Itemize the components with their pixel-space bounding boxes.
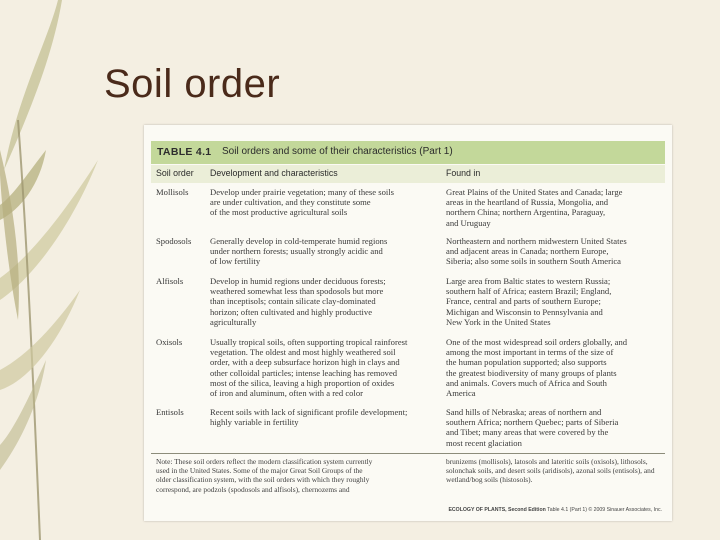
table-credit [448,507,662,513]
column-header-found-in: Found in [446,168,481,178]
row-soil-order: Alfisols [156,276,184,286]
row-found-in: Northeastern and northern midwestern United States and adjacent areas in Canada; northern Europe, Siberia; also some soils in southern South America [446,236,627,267]
slide-title: Soil order [104,62,281,106]
column-header-soil-order: Soil order [156,168,194,178]
row-found-in: One of the most widespread soil orders globally, and among the most important in terms of the size of the human population supported; also supports the greatest biodiversity of many groups of plants and animals. Covers much of Africa and South America [446,337,628,399]
column-header-development: Development and characteristics [210,168,338,178]
row-soil-order: Mollisols [156,187,189,197]
row-soil-order: Entisols [156,407,184,417]
credit-details: Table 4.1 (Part 1) © 2009 Sinauer Associates, Inc. [547,507,662,513]
row-soil-order: Oxisols [156,337,183,347]
row-found-in: Large area from Baltic states to western Russia; southern half of Africa; eastern Brazil; England, France, central and parts of southern Europe; Michigan and Wisconsin to Pennsylvania and New York in the United States [446,276,612,327]
row-development: Generally develop in cold-temperate humid regions under northern forests; usually strongly acidic and of low fertility [210,236,388,267]
note-divider [151,453,665,454]
row-development: Develop in humid regions under deciduous forests; weathered somewhat less than spodosols but more than inceptisols; contain silicate clay-dominated horizon; often cultivated and highly productive agriculturally [210,276,386,327]
table-number: TABLE 4.1 [157,146,212,158]
row-development: Recent soils with lack of significant profile development; highly variable in fertility [210,407,408,428]
row-found-in: Great Plains of the United States and Canada; large areas in the heartland of Russia, Mongolia, and northern China; northern Argentina, Paraguay, and Uruguay [446,187,623,228]
table-note-left: Note: These soil orders reflect the modern classification system currently used in the United States. Some of the major Great Soil Groups of the older classification system, with the soil orders with which they roughly correspond, are podzols (spodosols and alfisols), chernozems and [156,457,373,494]
table-caption: Soil orders and some of their characteristics (Part 1) [222,146,453,157]
row-development: Usually tropical soils, often supporting tropical rainforest vegetation. The oldest and most highly weathered soil order, with a deep subsurface horizon high in clays and other colloidal particles; intense leaching has removed most of the silica, leaving a high proportion of oxides of iron and aluminum, often with a red color [210,337,408,399]
row-soil-order: Spodosols [156,236,192,246]
row-found-in: Sand hills of Nebraska; areas of northern and southern Africa; northern Quebec; parts of Siberia and Tibet; many areas that were covered by the most recent glaciation [446,407,619,448]
table-note-right: brunizems (mollisols), latosols and lateritic soils (oxisols), lithosols, solonchak soils, and desert soils (aridisols), azonal soils (entisols), and wetland/bog soils (histosols). [446,457,655,485]
table-image-panel [144,125,672,521]
credit-book-title: ECOLOGY OF PLANTS, Second Edition [448,507,546,513]
row-development: Develop under prairie vegetation; many of these soils are under cultivation, and they constitute some of the most productive agricultural soils [210,187,394,218]
